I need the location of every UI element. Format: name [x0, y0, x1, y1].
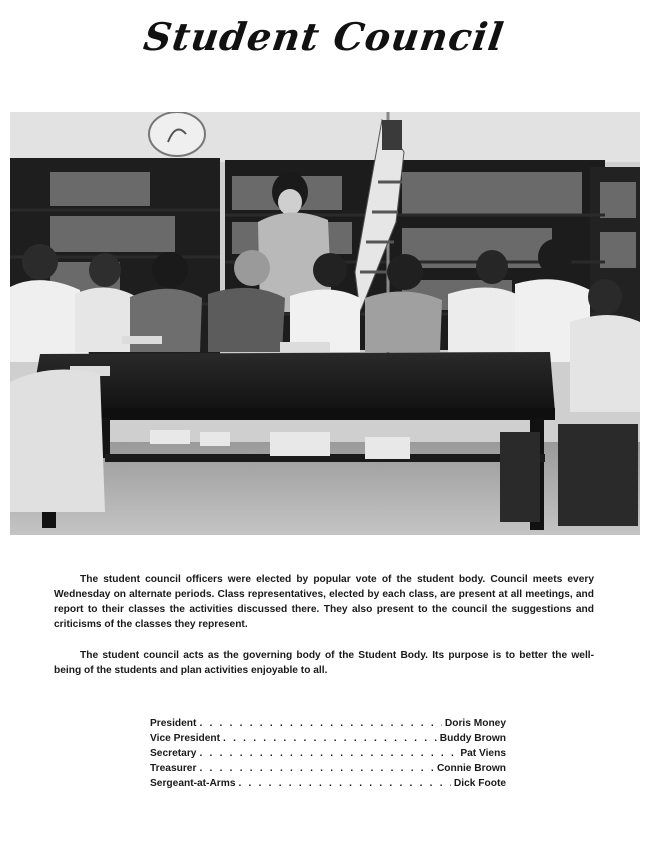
group-photo-illustration: [10, 112, 640, 535]
officer-row: [150, 731, 506, 746]
officer-row: [150, 746, 506, 761]
officer-role: President: [150, 718, 197, 729]
dot-leader: [239, 776, 451, 791]
officer-name: Dick Foote: [453, 778, 506, 789]
page-title: Student Council: [141, 14, 507, 59]
officer-row: [150, 761, 506, 776]
description-paragraph: The student council acts as the governing body of the Student Body. Its purpose is to better the well-being of the students and plan activities enjoyable to all.: [54, 650, 594, 676]
officer-name: Connie Brown: [436, 763, 506, 774]
group-photo: [10, 112, 640, 535]
dot-leader: [199, 746, 457, 761]
dot-leader: [199, 716, 441, 731]
officer-row: [150, 776, 506, 791]
officer-role: Vice President: [150, 733, 221, 744]
officer-row: [150, 716, 506, 731]
officer-role: Sergeant-at-Arms: [150, 778, 236, 789]
description: [54, 572, 594, 694]
officer-name: Pat Viens: [460, 748, 506, 759]
officer-role: Treasurer: [150, 763, 197, 774]
officers-list: [150, 716, 506, 791]
officer-role: Secretary: [150, 748, 197, 759]
officer-name: Buddy Brown: [439, 733, 506, 744]
dot-leader: [199, 761, 434, 776]
officer-name: Doris Money: [444, 718, 506, 729]
dot-leader: [223, 731, 437, 746]
description-paragraph: The student council officers were elected by popular vote of the student body. Council meets every Wednesday on alternate periods. Class representatives, elected by each class, are present at all meetings, and report to their classes the activities discussed there. They also present to the council the suggestions and criticisms of the classes they represent.: [54, 574, 594, 630]
